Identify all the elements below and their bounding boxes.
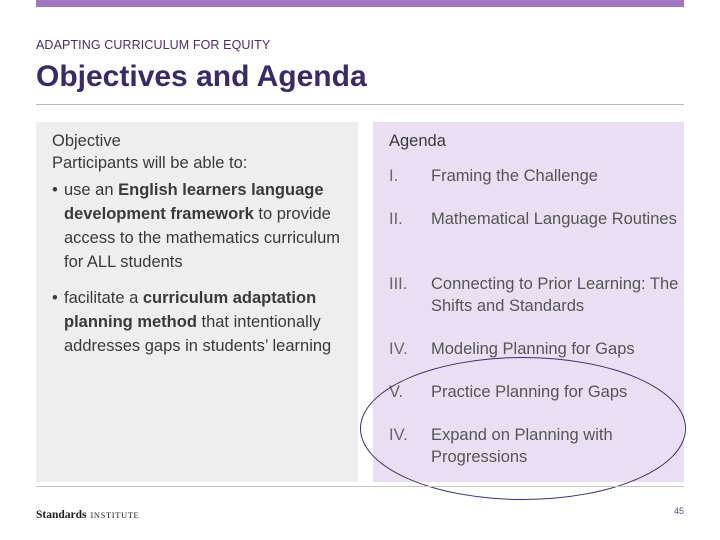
objective-panel	[36, 122, 358, 482]
annotation-ellipse	[360, 357, 686, 500]
objective-heading: Objective	[52, 132, 121, 150]
objective-bullet	[52, 178, 352, 274]
standards-institute-logo	[36, 505, 139, 523]
agenda-item-number: IV.	[389, 426, 408, 444]
bullet-dot-icon: •	[52, 289, 58, 307]
logo-main-text: Standards	[36, 509, 87, 521]
objective-bullet-text	[52, 286, 352, 358]
agenda-item-text: Modeling Planning for Gaps	[431, 340, 635, 358]
bullet-dot-icon: •	[52, 181, 58, 199]
agenda-item-number: IV.	[389, 340, 408, 358]
agenda-item-number: I.	[389, 167, 399, 185]
agenda-item-number: II.	[389, 210, 403, 228]
top-accent-bar	[36, 0, 684, 7]
agenda-item-text: Expand on Planning with Progressions	[431, 426, 613, 466]
agenda-item-text: Mathematical Language Routines	[431, 210, 677, 228]
agenda-item-text: Connecting to Prior Learning: The Shifts and Standards	[431, 275, 679, 315]
agenda-item	[389, 165, 679, 187]
title-divider	[36, 104, 684, 105]
agenda-item	[389, 273, 679, 317]
agenda-item-text: Framing the Challenge	[431, 167, 598, 185]
bullet-text-pre: facilitate a	[64, 289, 143, 307]
bullet-text-bold: English learners language development framework	[64, 181, 324, 223]
agenda-item-number: V.	[389, 383, 404, 401]
bullet-text-pre: use an	[64, 181, 119, 199]
objective-bullet-text	[52, 178, 352, 274]
agenda-item	[389, 208, 679, 230]
footer-divider	[36, 486, 684, 487]
bullet-text-post: to provide access to the mathematics curriculum for ALL students	[64, 205, 341, 271]
logo-sub-text: INSTITUTE	[90, 510, 140, 520]
objective-intro: Participants will be able to:	[52, 154, 248, 172]
bullet-text-post: that intentionally addresses gaps in students’ learning	[64, 313, 332, 355]
slide-title: Objectives and Agenda	[36, 60, 367, 93]
bullet-text-bold: curriculum adaptation planning method	[64, 289, 317, 331]
agenda-item-text: Practice Planning for Gaps	[431, 383, 628, 401]
agenda-heading: Agenda	[389, 132, 446, 150]
slide-kicker: ADAPTING CURRICULUM FOR EQUITY	[36, 38, 271, 52]
page-number: 45	[673, 506, 684, 516]
agenda-item-number: III.	[389, 275, 408, 293]
objective-bullet	[52, 286, 352, 358]
